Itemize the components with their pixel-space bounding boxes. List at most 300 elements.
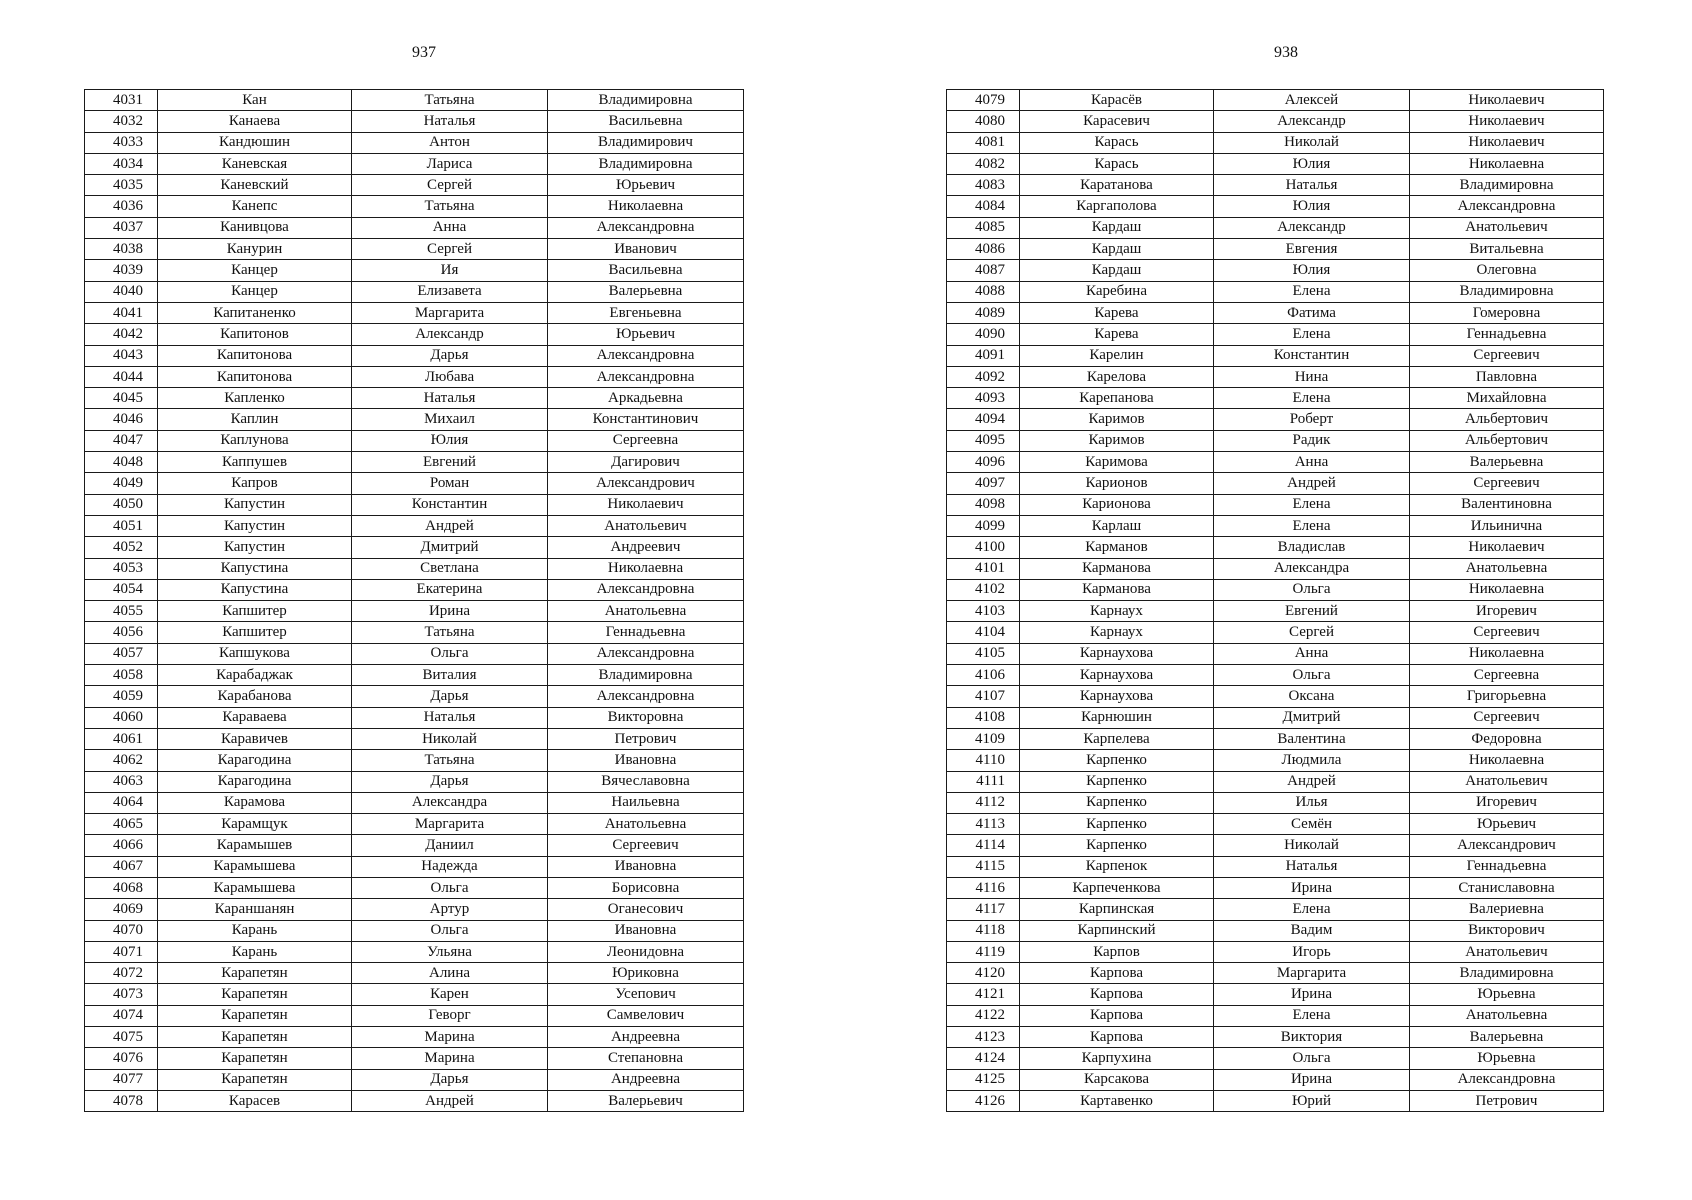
table-row: [947, 217, 1604, 238]
first-name-cell: Дарья: [352, 1069, 548, 1090]
surname-cell: Карапетян: [158, 963, 352, 984]
patronymic-cell: Владимировна: [548, 90, 744, 111]
table-row: [85, 984, 744, 1005]
patronymic-cell: Андреевна: [548, 1027, 744, 1048]
row-number: 4054: [85, 579, 158, 600]
surname-cell: Карамышева: [158, 856, 352, 877]
table-row: [947, 622, 1604, 643]
row-number: 4103: [947, 601, 1020, 622]
surname-cell: Карманов: [1020, 537, 1214, 558]
row-number: 4071: [85, 941, 158, 962]
row-number: 4069: [85, 899, 158, 920]
surname-cell: Карелин: [1020, 345, 1214, 366]
surname-cell: Карпенок: [1020, 856, 1214, 877]
patronymic-cell: Валентиновна: [1410, 494, 1604, 515]
patronymic-cell: Александровна: [548, 217, 744, 238]
surname-cell: Карсакова: [1020, 1069, 1214, 1090]
row-number: 4075: [85, 1027, 158, 1048]
first-name-cell: Татьяна: [352, 750, 548, 771]
table-row: [947, 558, 1604, 579]
first-name-cell: Роберт: [1214, 409, 1410, 430]
patronymic-cell: Анатольевич: [1410, 941, 1604, 962]
patronymic-cell: Анатольевна: [548, 601, 744, 622]
table-row: [947, 132, 1604, 153]
first-name-cell: Ольга: [352, 877, 548, 898]
table-row: [947, 686, 1604, 707]
row-number: 4051: [85, 515, 158, 536]
surname-cell: Каневский: [158, 175, 352, 196]
patronymic-cell: Павловна: [1410, 366, 1604, 387]
surname-cell: Карась: [1020, 132, 1214, 153]
row-number: 4084: [947, 196, 1020, 217]
patronymic-cell: Александровна: [548, 345, 744, 366]
roster-table-left: [84, 89, 744, 1112]
patronymic-cell: Усепович: [548, 984, 744, 1005]
first-name-cell: Ольга: [352, 920, 548, 941]
first-name-cell: Ольга: [352, 643, 548, 664]
first-name-cell: Марина: [352, 1048, 548, 1069]
first-name-cell: Александра: [352, 792, 548, 813]
surname-cell: Карабанова: [158, 686, 352, 707]
row-number: 4032: [85, 111, 158, 132]
first-name-cell: Анна: [1214, 643, 1410, 664]
table-row: [947, 473, 1604, 494]
row-number: 4106: [947, 665, 1020, 686]
surname-cell: Кардаш: [1020, 217, 1214, 238]
surname-cell: Караншанян: [158, 899, 352, 920]
surname-cell: Каравичев: [158, 728, 352, 749]
patronymic-cell: Анатольевич: [1410, 217, 1604, 238]
table-row: [85, 239, 744, 260]
surname-cell: Карагодина: [158, 771, 352, 792]
patronymic-cell: Сергеевич: [1410, 707, 1604, 728]
first-name-cell: Ирина: [1214, 984, 1410, 1005]
first-name-cell: Марина: [352, 1027, 548, 1048]
patronymic-cell: Сергеевна: [548, 430, 744, 451]
patronymic-cell: Валерьевна: [1410, 1027, 1604, 1048]
patronymic-cell: Юрьевич: [548, 175, 744, 196]
patronymic-cell: Александровна: [1410, 1069, 1604, 1090]
patronymic-cell: Федоровна: [1410, 728, 1604, 749]
patronymic-cell: Петрович: [548, 728, 744, 749]
row-number: 4059: [85, 686, 158, 707]
table-row: [947, 1027, 1604, 1048]
first-name-cell: Оксана: [1214, 686, 1410, 707]
roster-table-right: [946, 89, 1604, 1112]
patronymic-cell: Альбертович: [1410, 409, 1604, 430]
table-row: [85, 814, 744, 835]
patronymic-cell: Ивановна: [548, 750, 744, 771]
patronymic-cell: Наильевна: [548, 792, 744, 813]
table-row: [85, 153, 744, 174]
first-name-cell: Ия: [352, 260, 548, 281]
surname-cell: Каребина: [1020, 281, 1214, 302]
surname-cell: Карпова: [1020, 963, 1214, 984]
table-row: [947, 175, 1604, 196]
surname-cell: Капшитер: [158, 622, 352, 643]
row-number: 4045: [85, 388, 158, 409]
row-number: 4112: [947, 792, 1020, 813]
first-name-cell: Ирина: [1214, 1069, 1410, 1090]
table-row: [85, 622, 744, 643]
patronymic-cell: Гомеровна: [1410, 302, 1604, 323]
first-name-cell: Алина: [352, 963, 548, 984]
surname-cell: Карпеченкова: [1020, 877, 1214, 898]
table-row: [947, 153, 1604, 174]
first-name-cell: Семён: [1214, 814, 1410, 835]
row-number: 4060: [85, 707, 158, 728]
row-number: 4042: [85, 324, 158, 345]
table-row: [85, 132, 744, 153]
surname-cell: Карпова: [1020, 984, 1214, 1005]
patronymic-cell: Александровна: [548, 579, 744, 600]
surname-cell: Каримов: [1020, 430, 1214, 451]
first-name-cell: Сергей: [352, 239, 548, 260]
table-row: [947, 515, 1604, 536]
row-number: 4096: [947, 452, 1020, 473]
patronymic-cell: Борисовна: [548, 877, 744, 898]
table-row: [85, 643, 744, 664]
surname-cell: Канепс: [158, 196, 352, 217]
first-name-cell: Евгения: [1214, 239, 1410, 260]
first-name-cell: Роман: [352, 473, 548, 494]
row-number: 4058: [85, 665, 158, 686]
patronymic-cell: Николаевна: [1410, 579, 1604, 600]
row-number: 4038: [85, 239, 158, 260]
patronymic-cell: Михайловна: [1410, 388, 1604, 409]
patronymic-cell: Константинович: [548, 409, 744, 430]
row-number: 4113: [947, 814, 1020, 835]
patronymic-cell: Аркадьевна: [548, 388, 744, 409]
row-number: 4109: [947, 728, 1020, 749]
table-row: [85, 452, 744, 473]
surname-cell: Каримова: [1020, 452, 1214, 473]
row-number: 4117: [947, 899, 1020, 920]
surname-cell: Карпова: [1020, 1005, 1214, 1026]
row-number: 4066: [85, 835, 158, 856]
surname-cell: Каневская: [158, 153, 352, 174]
row-number: 4050: [85, 494, 158, 515]
patronymic-cell: Александровна: [1410, 196, 1604, 217]
patronymic-cell: Николаевна: [1410, 750, 1604, 771]
table-row: [85, 835, 744, 856]
page-number-left: 937: [412, 44, 436, 61]
table-row: [85, 345, 744, 366]
surname-cell: Карпенко: [1020, 750, 1214, 771]
row-number: 4041: [85, 302, 158, 323]
table-row: [85, 388, 744, 409]
row-number: 4063: [85, 771, 158, 792]
patronymic-cell: Леонидовна: [548, 941, 744, 962]
row-number: 4049: [85, 473, 158, 494]
first-name-cell: Карен: [352, 984, 548, 1005]
first-name-cell: Елена: [1214, 515, 1410, 536]
table-row: [85, 1069, 744, 1090]
surname-cell: Карелова: [1020, 366, 1214, 387]
row-number: 4062: [85, 750, 158, 771]
surname-cell: Капшитер: [158, 601, 352, 622]
patronymic-cell: Юрьевна: [1410, 1048, 1604, 1069]
row-number: 4122: [947, 1005, 1020, 1026]
table-row: [947, 1090, 1604, 1111]
row-number: 4100: [947, 537, 1020, 558]
row-number: 4057: [85, 643, 158, 664]
first-name-cell: Артур: [352, 899, 548, 920]
patronymic-cell: Николаевич: [1410, 111, 1604, 132]
first-name-cell: Екатерина: [352, 579, 548, 600]
patronymic-cell: Степановна: [548, 1048, 744, 1069]
row-number: 4118: [947, 920, 1020, 941]
table-row: [947, 430, 1604, 451]
surname-cell: Капитонова: [158, 345, 352, 366]
table-row: [947, 90, 1604, 111]
first-name-cell: Юлия: [1214, 196, 1410, 217]
table-row: [85, 665, 744, 686]
patronymic-cell: Николаевич: [1410, 90, 1604, 111]
row-number: 4092: [947, 366, 1020, 387]
first-name-cell: Анна: [1214, 452, 1410, 473]
row-number: 4094: [947, 409, 1020, 430]
first-name-cell: Радик: [1214, 430, 1410, 451]
patronymic-cell: Валерьевич: [548, 1090, 744, 1111]
patronymic-cell: Станиславовна: [1410, 877, 1604, 898]
first-name-cell: Людмила: [1214, 750, 1410, 771]
surname-cell: Карабаджак: [158, 665, 352, 686]
table-row: [85, 941, 744, 962]
row-number: 4074: [85, 1005, 158, 1026]
surname-cell: Кан: [158, 90, 352, 111]
row-number: 4081: [947, 132, 1020, 153]
surname-cell: Карамщук: [158, 814, 352, 835]
first-name-cell: Ольга: [1214, 665, 1410, 686]
row-number: 4082: [947, 153, 1020, 174]
table-row: [85, 366, 744, 387]
patronymic-cell: Ильинична: [1410, 515, 1604, 536]
table-row: [85, 707, 744, 728]
first-name-cell: Юлия: [1214, 260, 1410, 281]
row-number: 4093: [947, 388, 1020, 409]
first-name-cell: Анна: [352, 217, 548, 238]
first-name-cell: Любава: [352, 366, 548, 387]
table-row: [947, 771, 1604, 792]
first-name-cell: Елена: [1214, 281, 1410, 302]
row-number: 4125: [947, 1069, 1020, 1090]
patronymic-cell: Андреевич: [548, 537, 744, 558]
first-name-cell: Николай: [352, 728, 548, 749]
surname-cell: Капитонов: [158, 324, 352, 345]
first-name-cell: Маргарита: [352, 814, 548, 835]
row-number: 4111: [947, 771, 1020, 792]
table-row: [947, 941, 1604, 962]
surname-cell: Капшукова: [158, 643, 352, 664]
row-number: 4115: [947, 856, 1020, 877]
surname-cell: Карнаухова: [1020, 686, 1214, 707]
row-number: 4080: [947, 111, 1020, 132]
row-number: 4034: [85, 153, 158, 174]
row-number: 4083: [947, 175, 1020, 196]
table-row: [85, 750, 744, 771]
first-name-cell: Татьяна: [352, 196, 548, 217]
table-row: [85, 579, 744, 600]
patronymic-cell: Васильевна: [548, 260, 744, 281]
first-name-cell: Татьяна: [352, 90, 548, 111]
patronymic-cell: Сергеевич: [1410, 622, 1604, 643]
table-row: [85, 473, 744, 494]
table-row: [947, 792, 1604, 813]
row-number: 4097: [947, 473, 1020, 494]
table-row: [85, 686, 744, 707]
table-row: [85, 175, 744, 196]
row-number: 4072: [85, 963, 158, 984]
table-row: [85, 771, 744, 792]
surname-cell: Канцер: [158, 260, 352, 281]
table-row: [947, 537, 1604, 558]
row-number: 4048: [85, 452, 158, 473]
first-name-cell: Надежда: [352, 856, 548, 877]
table-row: [85, 430, 744, 451]
table-row: [947, 1069, 1604, 1090]
patronymic-cell: Анатольевич: [1410, 771, 1604, 792]
surname-cell: Капустина: [158, 579, 352, 600]
row-number: 4065: [85, 814, 158, 835]
table-row: [85, 601, 744, 622]
row-number: 4052: [85, 537, 158, 558]
surname-cell: Каримов: [1020, 409, 1214, 430]
table-row: [947, 643, 1604, 664]
surname-cell: Карань: [158, 920, 352, 941]
first-name-cell: Константин: [352, 494, 548, 515]
row-number: 4077: [85, 1069, 158, 1090]
row-number: 4121: [947, 984, 1020, 1005]
first-name-cell: Нина: [1214, 366, 1410, 387]
surname-cell: Капустин: [158, 515, 352, 536]
row-number: 4043: [85, 345, 158, 366]
first-name-cell: Юлия: [1214, 153, 1410, 174]
surname-cell: Канаева: [158, 111, 352, 132]
first-name-cell: Ирина: [1214, 877, 1410, 898]
surname-cell: Карась: [1020, 153, 1214, 174]
row-number: 4091: [947, 345, 1020, 366]
table-row: [85, 1005, 744, 1026]
patronymic-cell: Николаевич: [1410, 132, 1604, 153]
surname-cell: Карионов: [1020, 473, 1214, 494]
first-name-cell: Дарья: [352, 771, 548, 792]
first-name-cell: Елена: [1214, 388, 1410, 409]
surname-cell: Карасев: [158, 1090, 352, 1111]
row-number: 4102: [947, 579, 1020, 600]
patronymic-cell: Валериевна: [1410, 899, 1604, 920]
surname-cell: Карева: [1020, 302, 1214, 323]
patronymic-cell: Анатольевна: [1410, 558, 1604, 579]
row-number: 4073: [85, 984, 158, 1005]
first-name-cell: Ульяна: [352, 941, 548, 962]
surname-cell: Карпинская: [1020, 899, 1214, 920]
patronymic-cell: Сергеевич: [1410, 473, 1604, 494]
first-name-cell: Маргарита: [352, 302, 548, 323]
surname-cell: Карагодина: [158, 750, 352, 771]
row-number: 4101: [947, 558, 1020, 579]
surname-cell: Карань: [158, 941, 352, 962]
patronymic-cell: Витальевна: [1410, 239, 1604, 260]
first-name-cell: Алексей: [1214, 90, 1410, 111]
row-number: 4035: [85, 175, 158, 196]
first-name-cell: Татьяна: [352, 622, 548, 643]
patronymic-cell: Андреевна: [548, 1069, 744, 1090]
table-row: [947, 899, 1604, 920]
surname-cell: Карапетян: [158, 1027, 352, 1048]
patronymic-cell: Григорьевна: [1410, 686, 1604, 707]
row-number: 4055: [85, 601, 158, 622]
surname-cell: Карионова: [1020, 494, 1214, 515]
patronymic-cell: Ивановна: [548, 920, 744, 941]
patronymic-cell: Петрович: [1410, 1090, 1604, 1111]
first-name-cell: Фатима: [1214, 302, 1410, 323]
row-number: 4107: [947, 686, 1020, 707]
surname-cell: Канцер: [158, 281, 352, 302]
first-name-cell: Андрей: [352, 1090, 548, 1111]
table-row: [85, 1090, 744, 1111]
first-name-cell: Виталия: [352, 665, 548, 686]
table-row: [947, 1005, 1604, 1026]
first-name-cell: Николай: [1214, 835, 1410, 856]
patronymic-cell: Владимировна: [1410, 963, 1604, 984]
table-row: [947, 579, 1604, 600]
table-row: [85, 260, 744, 281]
table-row: [85, 792, 744, 813]
surname-cell: Карамова: [158, 792, 352, 813]
table-row: [947, 111, 1604, 132]
first-name-cell: Константин: [1214, 345, 1410, 366]
first-name-cell: Дмитрий: [1214, 707, 1410, 728]
surname-cell: Карева: [1020, 324, 1214, 345]
row-number: 4046: [85, 409, 158, 430]
surname-cell: Карлаш: [1020, 515, 1214, 536]
first-name-cell: Юрий: [1214, 1090, 1410, 1111]
patronymic-cell: Валерьевна: [548, 281, 744, 302]
first-name-cell: Даниил: [352, 835, 548, 856]
surname-cell: Карнаухова: [1020, 665, 1214, 686]
table-row: [947, 750, 1604, 771]
table-row: [85, 1048, 744, 1069]
row-number: 4039: [85, 260, 158, 281]
table-row: [947, 877, 1604, 898]
surname-cell: Карпенко: [1020, 814, 1214, 835]
surname-cell: Канурин: [158, 239, 352, 260]
first-name-cell: Дарья: [352, 345, 548, 366]
patronymic-cell: Николаевна: [548, 558, 744, 579]
table-row: [947, 388, 1604, 409]
first-name-cell: Елена: [1214, 899, 1410, 920]
patronymic-cell: Игоревич: [1410, 601, 1604, 622]
surname-cell: Карапетян: [158, 1048, 352, 1069]
first-name-cell: Елена: [1214, 324, 1410, 345]
row-number: 4085: [947, 217, 1020, 238]
table-row: [85, 494, 744, 515]
patronymic-cell: Самвелович: [548, 1005, 744, 1026]
patronymic-cell: Анатольевна: [1410, 1005, 1604, 1026]
surname-cell: Каргаполова: [1020, 196, 1214, 217]
first-name-cell: Игорь: [1214, 941, 1410, 962]
first-name-cell: Александр: [1214, 111, 1410, 132]
surname-cell: Кардаш: [1020, 239, 1214, 260]
table-row: [947, 260, 1604, 281]
row-number: 4090: [947, 324, 1020, 345]
row-number: 4087: [947, 260, 1020, 281]
first-name-cell: Дмитрий: [352, 537, 548, 558]
first-name-cell: Наталья: [1214, 856, 1410, 877]
patronymic-cell: Николаевич: [548, 494, 744, 515]
row-number: 4036: [85, 196, 158, 217]
